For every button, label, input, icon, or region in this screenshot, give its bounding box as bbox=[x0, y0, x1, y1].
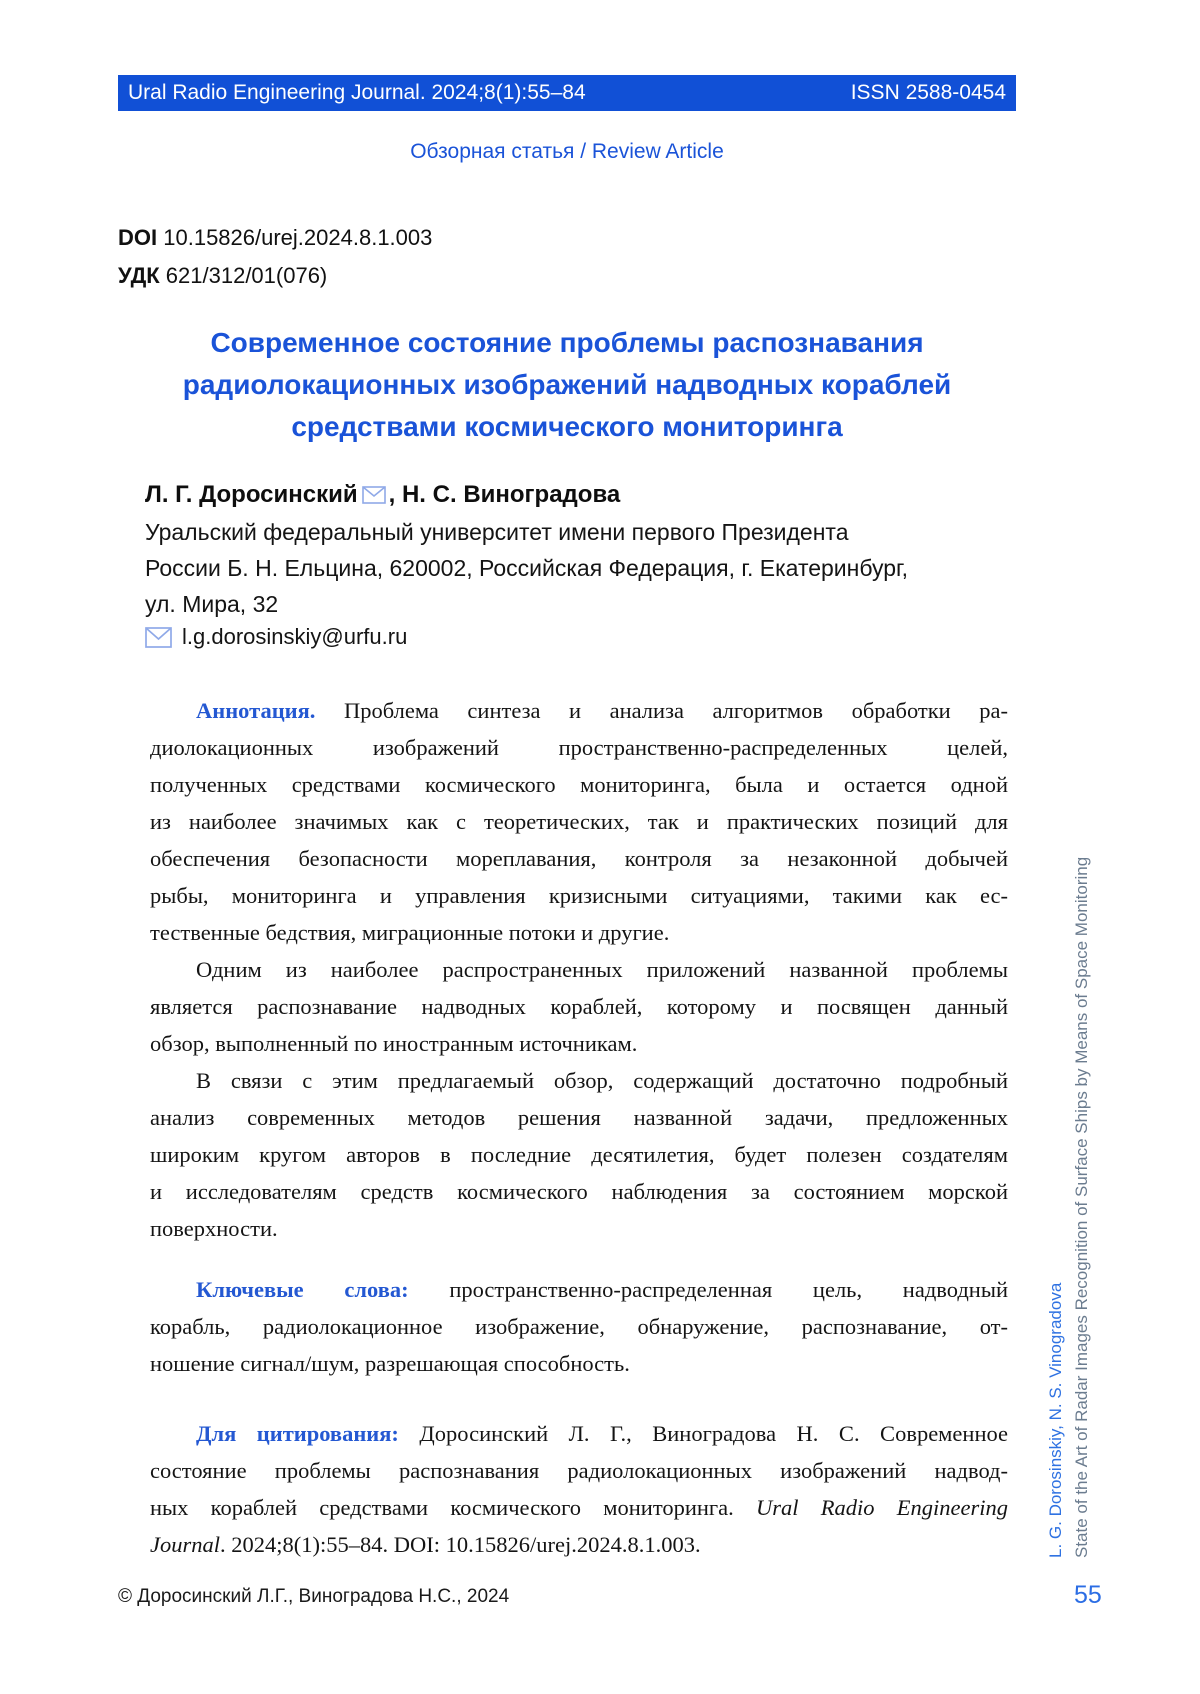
affiliation-line: ул. Мира, 32 bbox=[145, 591, 279, 617]
text-line bbox=[150, 988, 1008, 1025]
text-segment: В связи с этим предлагаемый обзор, содержащий достаточно подробный bbox=[196, 1068, 1008, 1093]
affiliation-line: Уральский федеральный университет имени первого Президента bbox=[145, 519, 849, 545]
text-line bbox=[150, 1136, 1008, 1173]
text-segment: является распознавание надводных кораблей, которому и посвящен данный bbox=[150, 994, 1008, 1019]
doi-value: 10.15826/urej.2024.8.1.003 bbox=[163, 225, 433, 250]
text-segment: рыбы, мониторинга и управления кризисными ситуациями, такими как ес- bbox=[150, 883, 1008, 908]
lead-in-label: Для цитирования: bbox=[196, 1421, 399, 1446]
journal-reference: Ural Radio Engineering Journal. 2024;8(1):55–84 bbox=[128, 81, 586, 104]
text-segment: состояние проблемы распознавания радиолокационных изображений надвод- bbox=[150, 1458, 1008, 1483]
sidebar-running-authors: L. G. Dorosinskiy, N. S. Vinogradova bbox=[1046, 1282, 1065, 1558]
text-segment: ношение сигнал/шум, разрешающая способность. bbox=[150, 1351, 630, 1376]
text-segment: Проблема синтеза и анализа алгоритмов обработки ра- bbox=[315, 698, 1008, 723]
affiliation bbox=[145, 514, 908, 622]
text-line bbox=[150, 1526, 1008, 1563]
doi-line bbox=[118, 219, 432, 257]
text-segment: Одним из наиболее распространенных приложений названной проблемы bbox=[196, 957, 1008, 982]
text-line bbox=[150, 729, 1008, 766]
text-segment: Journal bbox=[150, 1532, 220, 1557]
text-line bbox=[150, 840, 1008, 877]
text-segment: тественные бедствия, миграционные потоки и другие. bbox=[150, 920, 670, 945]
email-line bbox=[145, 624, 407, 650]
text-line bbox=[150, 1025, 1008, 1062]
email-envelope-icon bbox=[145, 627, 172, 648]
text-segment: обеспечения безопасности мореплавания, контроля за незаконной добычей bbox=[150, 846, 1008, 871]
meta-block bbox=[118, 219, 432, 295]
keywords-paragraph bbox=[150, 1271, 1008, 1382]
article-title-line: Современное состояние проблемы распознавания bbox=[210, 327, 924, 358]
article-title-line: средствами космического мониторинга bbox=[291, 411, 843, 442]
text-line bbox=[150, 951, 1008, 988]
page-number: 55 bbox=[1074, 1581, 1102, 1609]
text-segment: полученных средствами космического мониторинга, была и остается одной bbox=[150, 772, 1008, 797]
text-line bbox=[150, 1210, 1008, 1247]
text-segment: обзор, выполненный по иностранным источникам. bbox=[150, 1031, 638, 1056]
article-body bbox=[150, 692, 1008, 1563]
abstract-paragraph bbox=[150, 951, 1008, 1062]
email-link[interactable]: l.g.dorosinskiy@urfu.ru bbox=[182, 624, 408, 649]
text-line bbox=[150, 1173, 1008, 1210]
text-segment: ных кораблей средствами космического мониторинга. bbox=[150, 1495, 757, 1520]
text-line bbox=[150, 1489, 1008, 1526]
article-title-line: радиолокационных изображений надводных кораблей bbox=[182, 369, 952, 400]
article-title bbox=[118, 322, 1016, 448]
article-type: Обзорная статья / Review Article bbox=[410, 140, 724, 163]
text-segment: Ural Radio Engineering bbox=[756, 1495, 1008, 1520]
text-line bbox=[150, 877, 1008, 914]
text-segment: анализ современных методов решения названной задачи, предложенных bbox=[150, 1105, 1008, 1130]
text-line bbox=[150, 1062, 1008, 1099]
text-segment: корабль, радиолокационное изображение, обнаружение, распознавание, от- bbox=[150, 1314, 1008, 1339]
author-names bbox=[145, 481, 620, 511]
text-line bbox=[150, 1271, 1008, 1308]
text-line bbox=[150, 1308, 1008, 1345]
lead-in-label: Ключевые слова: bbox=[196, 1277, 409, 1302]
envelope-icon bbox=[362, 483, 386, 511]
text-line bbox=[150, 766, 1008, 803]
abstract-paragraph bbox=[150, 692, 1008, 951]
udk-label: УДК bbox=[118, 263, 160, 288]
copyright: © Доросинский Л.Г., Виноградова Н.С., 2024 bbox=[118, 1586, 510, 1607]
text-segment: диолокационных изображений пространственно-распределенных целей, bbox=[150, 735, 1008, 760]
text-segment: пространственно-распределенная цель, надводный bbox=[408, 1277, 1008, 1302]
text-line bbox=[150, 1415, 1008, 1452]
udk-line bbox=[118, 257, 432, 295]
doi-label: DOI bbox=[118, 225, 158, 250]
citation-paragraph bbox=[150, 1415, 1008, 1563]
text-line bbox=[150, 1099, 1008, 1136]
abstract-paragraph bbox=[150, 1062, 1008, 1247]
text-line bbox=[150, 803, 1008, 840]
issn: ISSN 2588-0454 bbox=[850, 81, 1006, 104]
author-name-rest: , Н. С. Виноградова bbox=[388, 481, 621, 508]
text-line bbox=[150, 1345, 1008, 1382]
author-name-first: Л. Г. Доросинский bbox=[145, 481, 358, 508]
udk-value: 621/312/01(076) bbox=[165, 263, 328, 288]
affiliation-line: России Б. Н. Ельцина, 620002, Российская Федерация, г. Екатеринбург, bbox=[145, 555, 909, 581]
text-segment: из наиболее значимых как с теоретических, так и практических позиций для bbox=[150, 809, 1008, 834]
text-line bbox=[150, 692, 1008, 729]
text-segment: и исследователям средств космического наблюдения за состоянием морской bbox=[150, 1179, 1008, 1204]
text-segment: поверхности. bbox=[150, 1216, 278, 1241]
text-segment: широким кругом авторов в последние десятилетия, будет полезен создателям bbox=[150, 1142, 1008, 1167]
text-line bbox=[150, 914, 1008, 951]
lead-in-label: Аннотация. bbox=[196, 698, 316, 723]
text-segment: . 2024;8(1):55–84. DOI: 10.15826/urej.2024.8.1.003. bbox=[220, 1532, 701, 1557]
text-line bbox=[150, 1452, 1008, 1489]
sidebar-running-title: State of the Art of Radar Images Recognition of Surface Ships by Means of Space Monitoring bbox=[1072, 856, 1091, 1558]
text-segment: Доросинский Л. Г., Виноградова Н. С. Современное bbox=[398, 1421, 1008, 1446]
header-bar bbox=[118, 75, 1016, 111]
